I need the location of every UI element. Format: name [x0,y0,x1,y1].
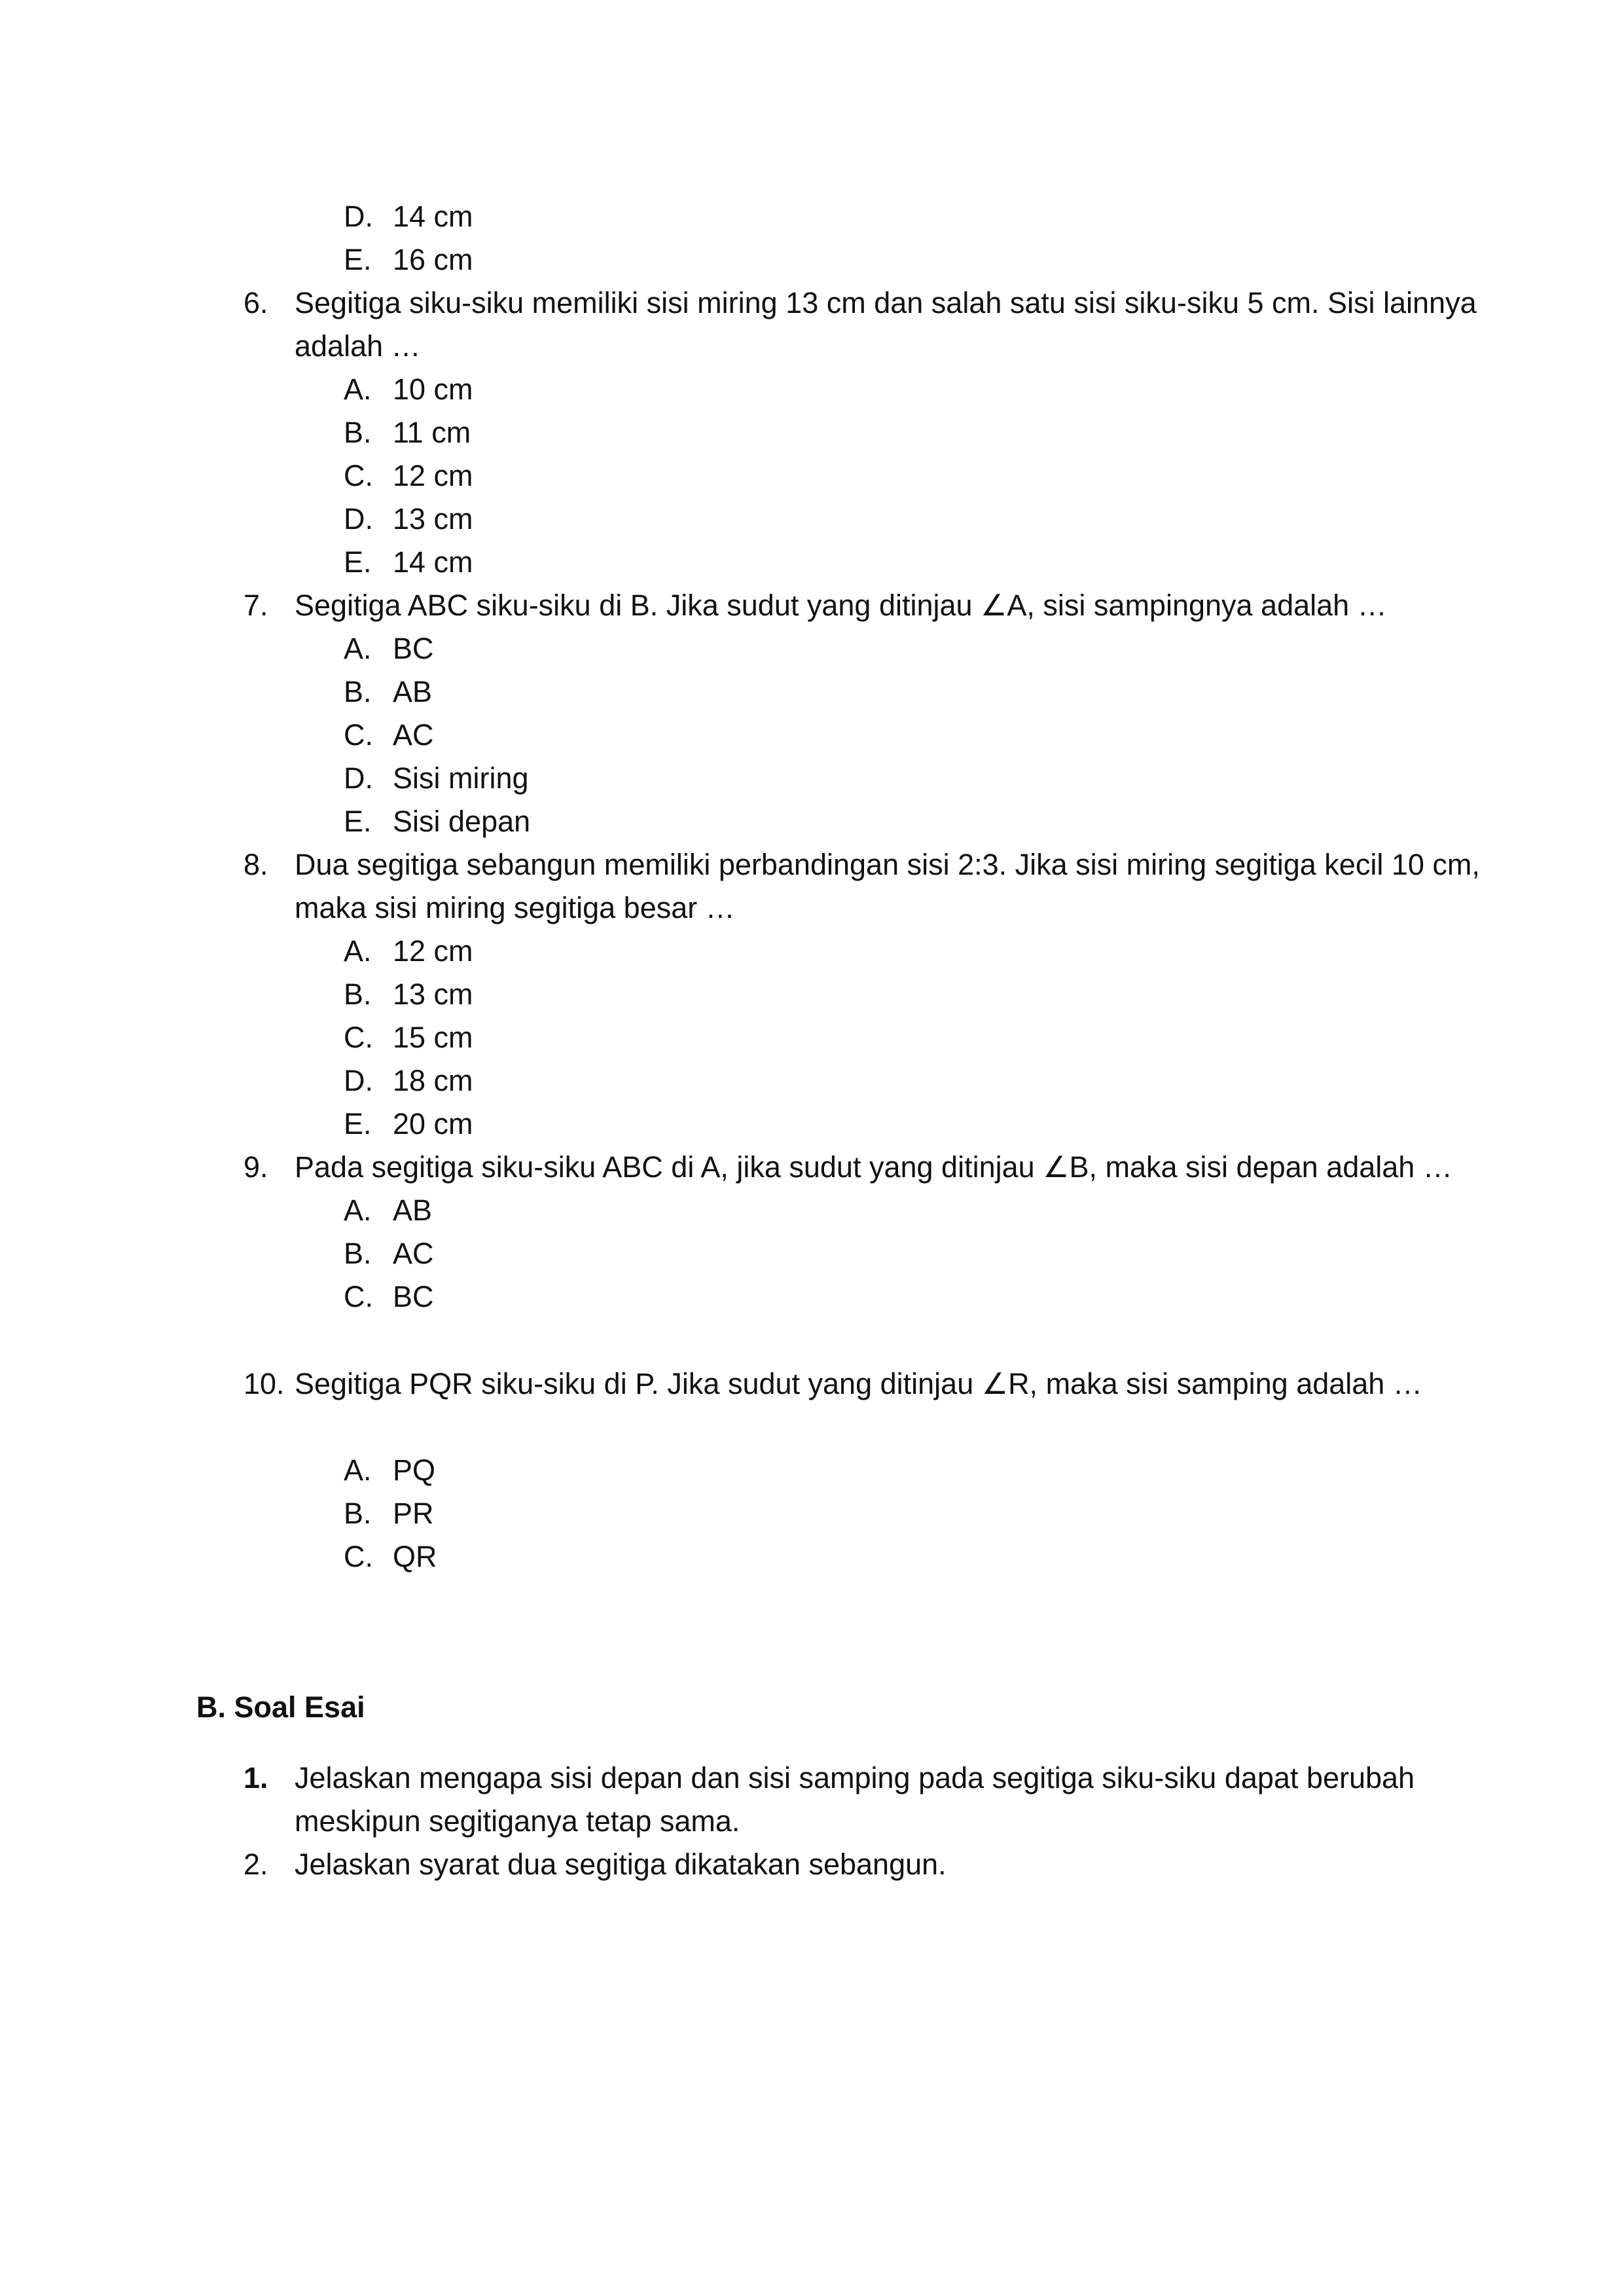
option-text: QR [393,1540,437,1573]
option-text: 15 cm [393,1021,473,1054]
option-letter: C. [344,1280,373,1313]
option-letter: D. [344,200,373,233]
option-letter: D. [344,502,373,536]
option-letter: D. [344,1064,373,1097]
option-text: 10 cm [393,373,473,406]
essay-number: 2. [244,1848,268,1881]
option-letter: B. [344,416,372,449]
option-letter: A. [344,1453,372,1487]
option-letter: A. [344,632,372,665]
option-text: 13 cm [393,977,473,1011]
option-text: PR [393,1497,434,1530]
question-text: Dua segitiga sebangun memiliki perbandingan sisi 2:3. Jika sisi miring segitiga kecil 10 cm, [295,848,1480,881]
option-letter: E. [344,1107,372,1140]
option-text: AC [393,718,434,752]
question-number: 9. [244,1150,268,1184]
option-text: Sisi miring [393,761,529,795]
option-letter: C. [344,1540,373,1573]
option-text: 16 cm [393,243,473,276]
essay-number: 1. [244,1761,268,1795]
question-text: Pada segitiga siku-siku ABC di A, jika sudut yang ditinjau ∠B, maka sisi depan adalah … [295,1150,1453,1184]
option-text: BC [393,1280,434,1313]
question-number: 8. [244,848,268,881]
question-number: 6. [244,286,268,319]
option-text: Sisi depan [393,805,531,838]
essay-text: Jelaskan syarat dua segitiga dikatakan sebangun. [295,1848,947,1881]
option-text: 14 cm [393,200,473,233]
option-letter: E. [344,545,372,579]
option-letter: A. [344,1194,372,1227]
option-text: 12 cm [393,459,473,492]
option-text: 11 cm [393,416,471,449]
question-text: Segitiga ABC siku-siku di B. Jika sudut yang ditinjau ∠A, sisi sampingnya adalah … [295,589,1387,622]
option-letter: C. [344,459,373,492]
option-letter: C. [344,1021,373,1054]
option-text: 12 cm [393,934,473,968]
option-text: 13 cm [393,502,473,536]
question-number: 7. [244,589,268,622]
option-letter: A. [344,373,372,406]
option-text: BC [393,632,434,665]
section-title: B. Soal Esai [196,1690,365,1724]
option-text: 20 cm [393,1107,473,1140]
question-text: Segitiga siku-siku memiliki sisi miring 13 cm dan salah satu sisi siku-siku 5 cm. Sisi lainnya [295,286,1477,319]
question-number: 10. [244,1367,285,1400]
essay-text: Jelaskan mengapa sisi depan dan sisi samping pada segitiga siku-siku dapat berubah [295,1761,1415,1795]
option-text: AB [393,675,433,708]
option-text: AC [393,1237,434,1270]
option-letter: D. [344,761,373,795]
option-letter: E. [344,243,372,276]
question-text: maka sisi miring segitiga besar … [295,891,735,924]
option-text: 18 cm [393,1064,473,1097]
question-text: adalah … [295,329,421,363]
option-letter: E. [344,805,372,838]
option-letter: B. [344,675,372,708]
option-text: 14 cm [393,545,473,579]
option-letter: B. [344,1237,372,1270]
option-letter: A. [344,934,372,968]
option-text: AB [393,1194,433,1227]
essay-text: meskipun segitiganya tetap sama. [295,1804,740,1838]
option-letter: C. [344,718,373,752]
question-text: Segitiga PQR siku-siku di P. Jika sudut yang ditinjau ∠R, maka sisi samping adalah … [295,1367,1422,1400]
option-letter: B. [344,977,372,1011]
option-letter: B. [344,1497,372,1530]
option-text: PQ [393,1453,436,1487]
